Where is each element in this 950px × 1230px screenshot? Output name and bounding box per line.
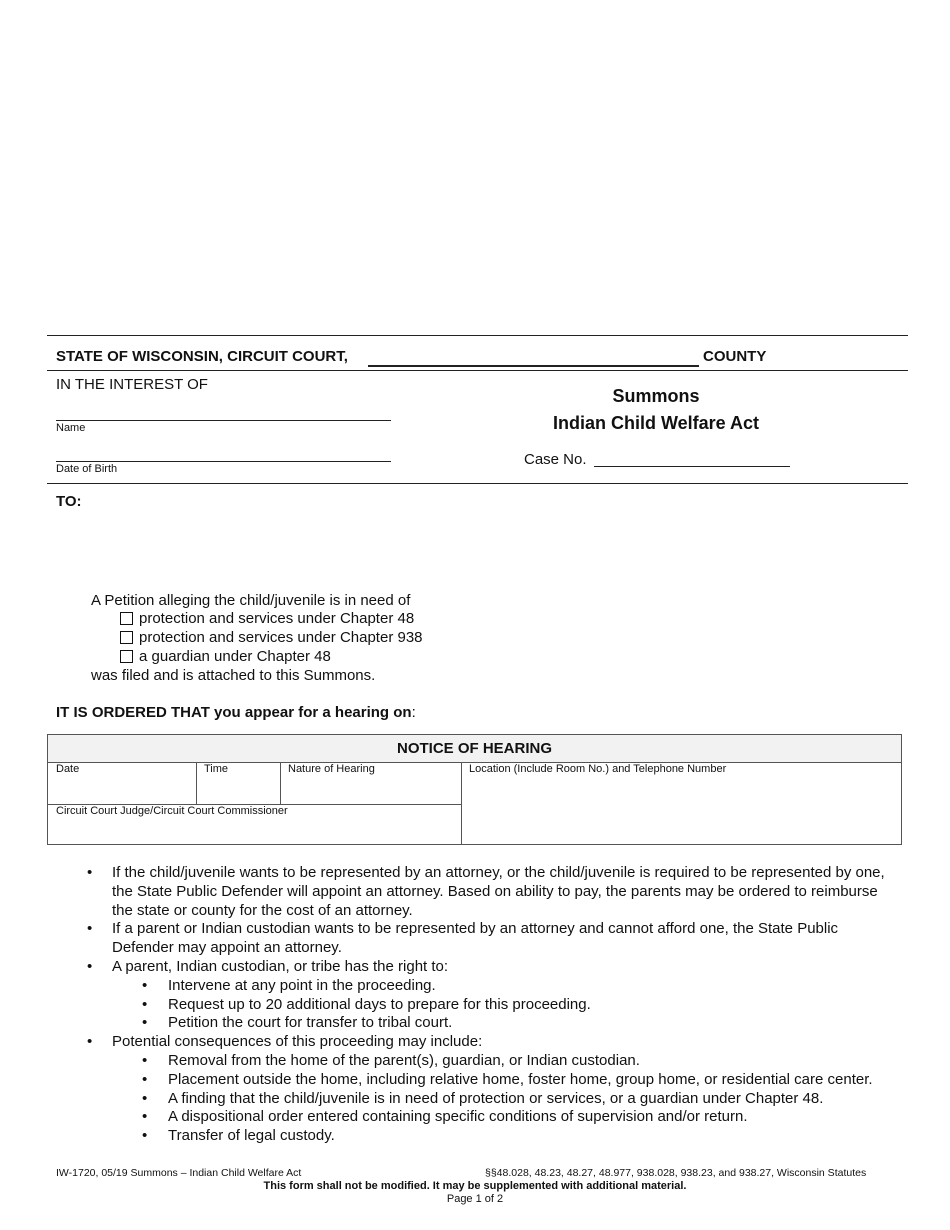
form-subtitle: Indian Child Welfare Act — [552, 413, 760, 433]
form-title: Summons — [612, 386, 700, 406]
petition-outro: was filed and is attached to this Summons. — [91, 667, 376, 684]
option-label: protection and services under Chapter 48 — [139, 610, 415, 627]
header-rule — [47, 370, 908, 371]
hearing-table-title: NOTICE OF HEARING — [48, 735, 901, 763]
sub-list-item: • Transfer of legal custody. — [112, 1127, 902, 1146]
interest-of-label: IN THE INTEREST OF — [56, 376, 208, 393]
caption-rule — [47, 483, 908, 484]
page-number: Page 1 of 2 — [446, 1193, 504, 1205]
date-of-birth-field[interactable] — [56, 461, 391, 462]
notice-of-hearing-table — [47, 734, 902, 845]
county-label: COUNTY — [703, 348, 767, 365]
sub-list-item: • Petition the court for transfer to tribal court. — [112, 1014, 902, 1033]
name-label: Name — [56, 422, 86, 434]
checkbox[interactable] — [120, 631, 133, 644]
sub-list-item: • Removal from the home of the parent(s), guardian, or Indian custodian. — [112, 1052, 902, 1071]
order-tail: : — [411, 704, 416, 721]
sub-list-item: • Request up to 20 additional days to prepare for this proceeding. — [112, 996, 902, 1015]
top-rule — [47, 335, 908, 336]
case-number-field[interactable] — [594, 466, 790, 467]
sub-list-item: • A dispositional order entered containing specific conditions of supervision and/or return. — [112, 1108, 902, 1127]
option-chapter-938[interactable] — [120, 629, 423, 646]
rights-list — [112, 864, 902, 1146]
hearing-date-label: Date — [56, 763, 80, 775]
hearing-judge-cell[interactable] — [48, 804, 461, 845]
hearing-judge-label: Circuit Court Judge/Circuit Court Commissioner — [56, 805, 288, 817]
date-of-birth-label: Date of Birth — [56, 463, 118, 475]
list-item: • A parent, Indian custodian, or tribe has the right to: — [112, 958, 902, 977]
sub-list-item: • Placement outside the home, including relative home, foster home, group home, or residential care center. — [112, 1071, 902, 1090]
name-field[interactable] — [56, 420, 391, 421]
sub-list-item: • A finding that the child/juvenile is in need of protection or services, or a guardian under Chapter 48. — [112, 1090, 902, 1109]
hearing-location-label: Location (Include Room No.) and Telephone Number — [469, 763, 727, 775]
hearing-date-cell[interactable] — [48, 762, 196, 804]
court-heading: STATE OF WISCONSIN, CIRCUIT COURT, — [56, 348, 348, 365]
option-guardian[interactable] — [120, 648, 331, 665]
hearing-nature-label: Nature of Hearing — [288, 763, 375, 775]
list-item: • Potential consequences of this proceeding may include: — [112, 1033, 902, 1052]
hearing-nature-cell[interactable] — [280, 762, 461, 804]
list-item: • If the child/juvenile wants to be represented by an attorney, or the child/juvenile is required to be represented by one, the State Public Defender will appoint an attorney. Based on ability to pay, the parents may be ordered to reimburse the state or county for the cost of an attorney. — [112, 864, 902, 920]
to-label: TO: — [56, 493, 82, 510]
hearing-time-label: Time — [204, 763, 229, 775]
footer-statutes: §§48.028, 48.23, 48.27, 48.977, 938.028, 938.23, and 938.27, Wisconsin Statutes — [485, 1167, 867, 1179]
sub-list-item: • Intervene at any point in the proceeding. — [112, 977, 902, 996]
list-item: • If a parent or Indian custodian wants to be represented by an attorney and cannot afford one, the State Public Defender may appoint an attorney. — [112, 920, 902, 958]
option-label: protection and services under Chapter 938 — [139, 629, 423, 646]
hearing-time-cell[interactable] — [196, 762, 280, 804]
option-label: a guardian under Chapter 48 — [139, 648, 331, 665]
checkbox[interactable] — [120, 612, 133, 625]
petition-intro: A Petition alleging the child/juvenile is in need of — [91, 592, 411, 609]
footer-form-id: IW-1720, 05/19 Summons – Indian Child Welfare Act — [56, 1167, 302, 1179]
option-chapter-48[interactable] — [120, 610, 414, 627]
order-statement — [56, 704, 416, 721]
checkbox[interactable] — [120, 650, 133, 663]
case-number-label: Case No. — [524, 451, 587, 468]
footer-note: This form shall not be modified. It may be supplemented with additional material. — [263, 1180, 687, 1192]
order-bold: IT IS ORDERED THAT you appear for a hearing on — [56, 704, 412, 721]
hearing-location-cell[interactable] — [461, 762, 901, 845]
county-field[interactable] — [368, 365, 699, 367]
